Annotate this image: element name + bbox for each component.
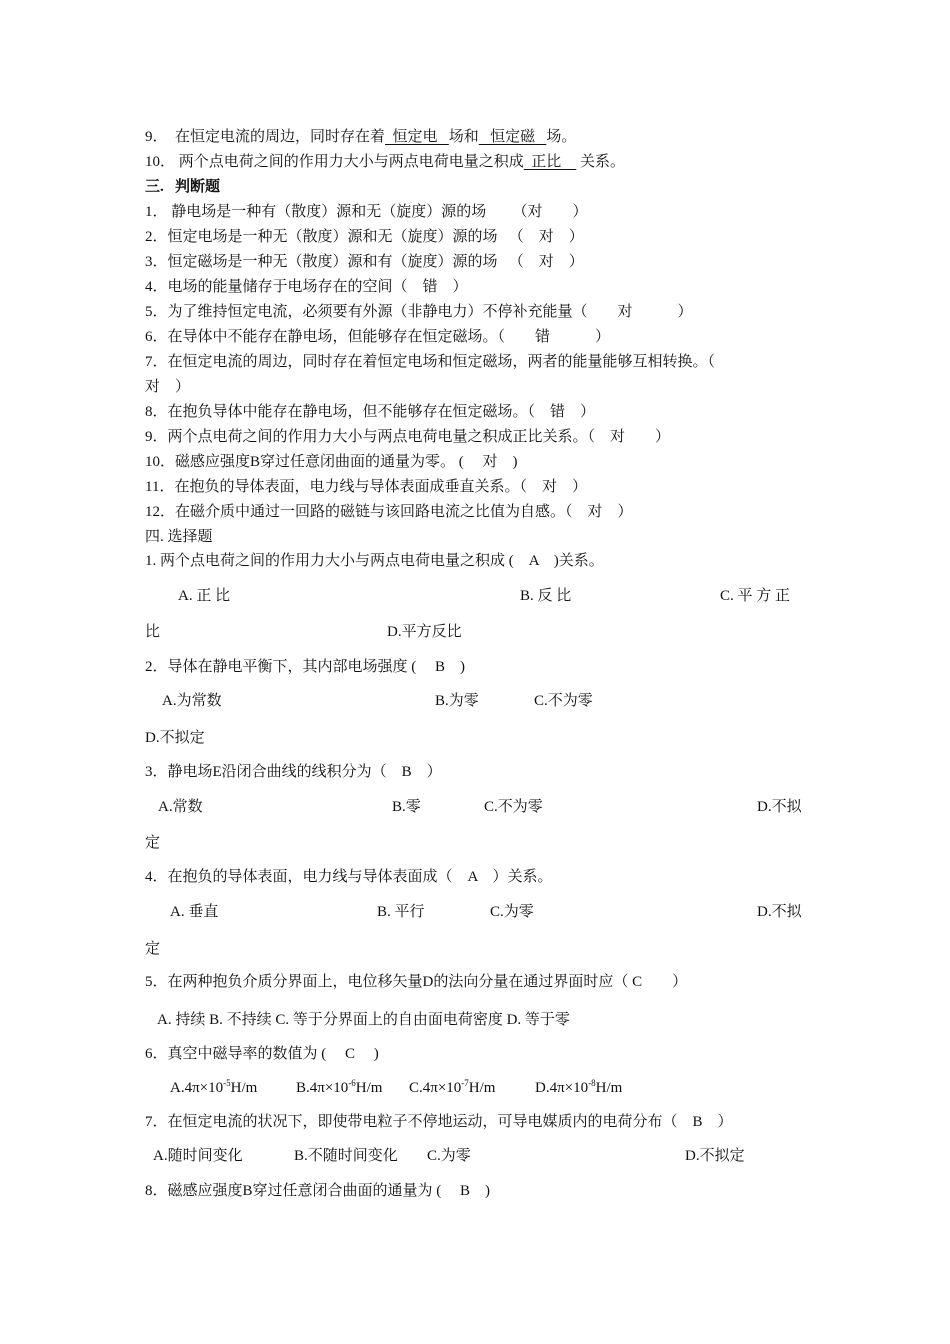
option-c-continued: 比 <box>145 624 161 640</box>
q-number: 9． <box>145 129 168 145</box>
option-b: B.零 <box>392 799 421 815</box>
judge-item: 4．电场的能量储存于电场存在的空间（ 错 ） <box>145 279 468 295</box>
choice-q1: 1. 两个点电荷之间的作用力大小与两点电荷电量之积成 ( A )关系。 <box>145 553 604 569</box>
q-text: 两个点电荷之间的作用力大小与两点电荷电量之积成 <box>178 154 524 170</box>
judge-item: 7．在恒定电流的周边，同时存在着恒定电场和恒定磁场，两者的能量能够互相转换。（ <box>145 354 716 370</box>
option-d-continued: 定 <box>145 941 161 957</box>
judge-item: 9．两个点电荷之间的作用力大小与两点电荷电量之积成正比关系。（ 对 ） <box>145 429 671 445</box>
option-b: B. 反 比 <box>520 588 572 604</box>
options-row: A. 持续 B. 不持续 C. 等于分界面上的自由面电荷密度 D. 等于零 <box>157 1012 570 1028</box>
option-d: D.不拟 <box>757 904 802 920</box>
option-a: A.为常数 <box>162 693 222 709</box>
answer-blank: 恒定电 <box>392 129 438 145</box>
judge-item-continued: 对 ） <box>145 379 191 395</box>
judge-item: 2．恒定电场是一种无（散度）源和无（旋度）源的场 （ 对 ） <box>145 229 584 245</box>
answer-blank: 恒定磁 <box>490 129 536 145</box>
judge-item: 8．在抱负导体中能存在静电场，但不能够存在恒定磁场。（ 错 ） <box>145 404 596 420</box>
section-heading-judge: 三. 判断题 <box>145 179 221 195</box>
option-d: D.不拟定 <box>145 730 205 746</box>
option-b: $B.4\pi\times 10^{-6}H/m$ <box>296 1078 383 1096</box>
option-c: C.为零 <box>427 1148 471 1164</box>
option-d: $D.4\pi\times 10^{-8}H/m$ <box>535 1078 623 1096</box>
q-number: 10． <box>145 154 176 170</box>
option-a: A.常数 <box>158 799 203 815</box>
judge-item: 10．磁感应强度B穿过任意闭曲面的通量为零。 ( 对 ) <box>145 454 518 470</box>
judge-item: 6．在导体中不能存在静电场，但能够存在恒定磁场。（ 错 ） <box>145 329 611 345</box>
option-c: $C.4\pi\times 10^{-7}H/m$ <box>409 1078 496 1096</box>
option-a: $A.4\pi\times 10^{-5}H/m$ <box>170 1078 258 1096</box>
judge-item: 3．恒定磁场是一种无（散度）源和有（旋度）源的场 （ 对 ） <box>145 254 584 270</box>
option-d: D.不拟定 <box>685 1148 745 1164</box>
option-d-continued: 定 <box>145 835 161 851</box>
judge-item: 1． 静电场是一种有（散度）源和无（旋度）源的场 （对 ） <box>145 204 588 220</box>
choice-q2: 2．导体在静电平衡下，其内部电场强度 ( B ) <box>145 659 465 675</box>
option-c: C. 平 方 正 <box>720 588 791 604</box>
answer-blank: 正比 <box>531 154 562 170</box>
q-text: 在恒定电流的周边，同时存在着 <box>175 129 386 145</box>
section-heading-choice: 四. 选择题 <box>145 529 213 545</box>
q-text: 关系。 <box>580 154 626 170</box>
option-c: C.为零 <box>490 904 534 920</box>
q-text: 场和 <box>448 129 479 145</box>
option-a: A. 正 比 <box>178 588 231 604</box>
judge-item: 12．在磁介质中通过一回路的磁链与该回路电流之比值为自感。（ 对 ） <box>145 504 633 520</box>
option-a: A. 垂直 <box>170 904 219 920</box>
option-c: C.不为零 <box>484 799 543 815</box>
option-b: B.为零 <box>435 693 479 709</box>
option-c: C.不为零 <box>534 693 593 709</box>
choice-q3: 3．静电场E沿闭合曲线的线积分为（ B ） <box>145 764 442 780</box>
q-text: 场。 <box>546 129 577 145</box>
choice-q4: 4．在抱负的导体表面，电力线与导体表面成（ A ）关系。 <box>145 869 553 885</box>
option-a: A.随时间变化 <box>153 1148 243 1164</box>
option-b: B.不随时间变化 <box>294 1148 398 1164</box>
fill-q10 <box>145 152 625 172</box>
option-d: D.不拟 <box>757 799 802 815</box>
choice-q7: 7．在恒定电流的状况下，即使带电粒子不停地运动，可导电媒质内的电荷分布（ B ） <box>145 1114 733 1130</box>
fill-q9 <box>145 127 576 147</box>
choice-q6: 6．真空中磁导率的数值为 ( C ) <box>145 1046 379 1062</box>
judge-item: 11．在抱负的导体表面，电力线与导体表面成垂直关系。（ 对 ） <box>145 479 587 495</box>
judge-item: 5．为了维持恒定电流，必须要有外源（非静电力）不停补充能量（ 对 ） <box>145 304 693 320</box>
choice-q5: 5．在两种抱负介质分界面上，电位移矢量D的法向分量在通过界面时应（ C ） <box>145 974 688 990</box>
choice-q8: 8．磁感应强度B穿过任意闭合曲面的通量为 ( B ) <box>145 1183 491 1199</box>
option-b: B. 平行 <box>377 904 425 920</box>
option-d: D.平方反比 <box>387 624 462 640</box>
